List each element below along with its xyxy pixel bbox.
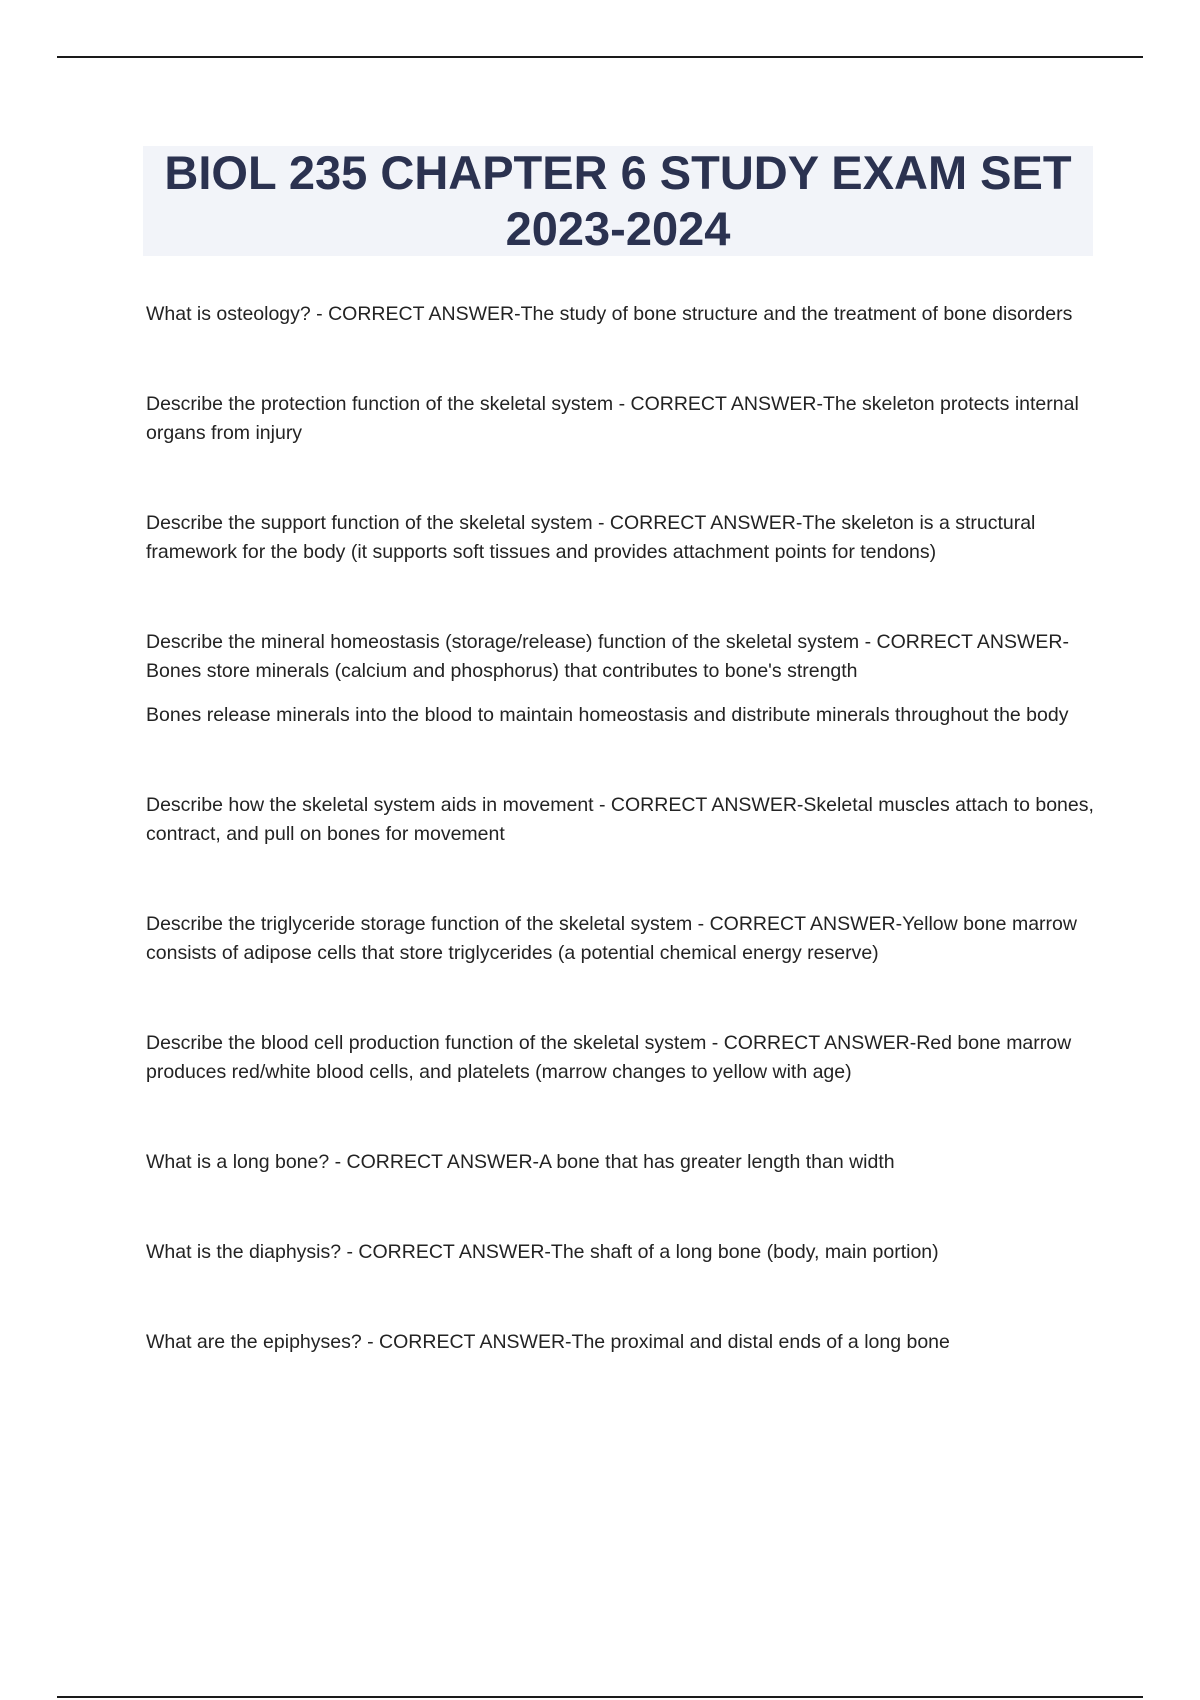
top-rule: [57, 56, 1143, 58]
answer-text: A bone that has greater length than width: [539, 1151, 895, 1173]
question-text: Describe the protection function of the skeletal system - CORRECT ANSWER-: [146, 393, 823, 415]
qa-item: [146, 300, 1096, 329]
qa-item: [146, 509, 1096, 567]
question-text: Describe the triglyceride storage function of the skeletal system - CORRECT ANSWER-: [146, 913, 903, 935]
qa-item: [146, 791, 1096, 849]
qa-item: [146, 1238, 1096, 1267]
qa-item: [146, 1328, 1096, 1357]
document-title: [143, 146, 1093, 256]
question-text: What is osteology? - CORRECT ANSWER-: [146, 303, 521, 325]
bottom-rule: [57, 1696, 1143, 1698]
title-line-1: BIOL 235 CHAPTER 6 STUDY EXAM SET: [164, 146, 1072, 199]
question-text: What is a long bone? - CORRECT ANSWER-: [146, 1151, 540, 1173]
question-text: What is the diaphysis? - CORRECT ANSWER-: [146, 1241, 551, 1263]
qa-item: [146, 628, 1096, 730]
question-text: Describe the blood cell production function of the skeletal system - CORRECT ANSWER-: [146, 1032, 917, 1054]
answer-text: The shaft of a long bone (body, main portion): [550, 1241, 939, 1263]
title-line-2: 2023-2024: [505, 202, 731, 255]
answer-continuation: Bones release minerals into the blood to maintain homeostasis and distribute minerals throughout the body: [146, 704, 1069, 726]
question-text: Describe the support function of the skeletal system - CORRECT ANSWER-: [146, 512, 803, 534]
answer-text: Bones store minerals (calcium and phosphorus) that contributes to bone's strength: [146, 660, 858, 682]
question-text: Describe how the skeletal system aids in movement - CORRECT ANSWER-: [146, 794, 804, 816]
answer-text: The skeleton protects internal organs from injury: [146, 393, 1079, 444]
qa-item: [146, 910, 1096, 968]
qa-item: [146, 1029, 1096, 1087]
qa-item: [146, 390, 1096, 448]
answer-text: Yellow bone marrow consists of adipose cells that store triglycerides (a potential chemical energy reserve): [146, 913, 1077, 964]
answer-text: The skeleton is a structural framework for the body (it supports soft tissues and provides attachment points for tendons): [146, 512, 1036, 563]
qa-item: [146, 1148, 1096, 1177]
qa-item-main: [146, 628, 1096, 686]
answer-text: The study of bone structure and the treatment of bone disorders: [520, 303, 1073, 325]
answer-text: The proximal and distal ends of a long bone: [571, 1331, 950, 1353]
question-answer-list: [146, 300, 1096, 1357]
answer-text: Red bone marrow produces red/white blood cells, and platelets (marrow changes to yellow with age): [146, 1032, 1072, 1083]
question-text: What are the epiphyses? - CORRECT ANSWER-: [146, 1331, 572, 1353]
question-text: Describe the mineral homeostasis (storage/release) function of the skeletal system - CORRECT ANSWER-: [146, 631, 1069, 653]
answer-text: Skeletal muscles attach to bones, contract, and pull on bones for movement: [146, 794, 1094, 845]
